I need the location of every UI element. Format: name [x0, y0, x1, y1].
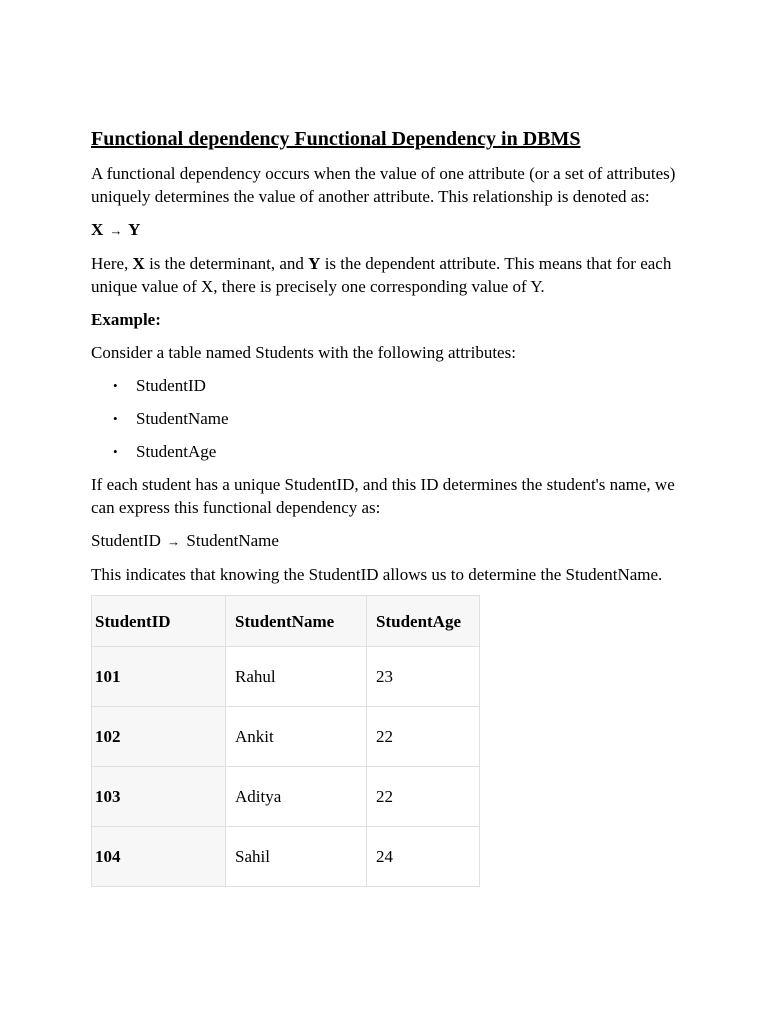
list-item: [91, 407, 681, 430]
attribute-label: StudentAge: [136, 442, 217, 461]
explanation-part2: is the determinant, and: [144, 254, 309, 273]
student-id-cell: 104: [92, 827, 226, 887]
table-row: [92, 767, 480, 827]
student-id-cell: 102: [92, 707, 226, 767]
explanation-paragraph: [91, 252, 681, 298]
arrow-icon: →: [167, 534, 181, 549]
notation-line: [91, 218, 681, 242]
table-row: [92, 827, 480, 887]
table-header-row: [92, 596, 480, 647]
bullet-icon: •: [113, 444, 118, 459]
notation-left: X: [91, 220, 104, 239]
column-header: StudentID: [92, 596, 226, 647]
conclusion-paragraph: This indicates that knowing the StudentID allows us to determine the StudentName.: [91, 565, 663, 584]
student-age-cell: 24: [367, 827, 480, 887]
column-header: StudentAge: [367, 596, 480, 647]
table-row: [92, 647, 480, 707]
document-content: [91, 126, 681, 887]
student-age-cell: 23: [367, 647, 480, 707]
students-table: [91, 595, 480, 887]
student-age-cell: 22: [367, 767, 480, 827]
attribute-label: StudentID: [136, 376, 206, 395]
student-name-cell: Aditya: [226, 767, 367, 827]
student-id-cell: 101: [92, 647, 226, 707]
list-item: [91, 374, 681, 397]
table-row: [92, 707, 480, 767]
example-heading: Example:: [91, 310, 161, 329]
notation-right: Y: [128, 220, 141, 239]
column-header: StudentName: [226, 596, 367, 647]
bullet-icon: •: [113, 378, 118, 393]
dependency-left: StudentID: [91, 531, 161, 550]
dependency-right: StudentName: [186, 531, 279, 550]
student-name-cell: Sahil: [226, 827, 367, 887]
explanation-x: X: [132, 254, 145, 273]
explanation-part3: is the dependent attribute. This means that for each unique value of X, there is precisely one corresponding value of Y.: [91, 254, 672, 296]
bullet-icon: •: [113, 411, 118, 426]
attribute-list: [91, 374, 681, 463]
intro-paragraph: A functional dependency occurs when the value of one attribute (or a set of attributes) uniquely determines the value of another attribute. This relationship is denoted as:: [91, 164, 676, 206]
example-intro: Consider a table named Students with the following attributes:: [91, 343, 516, 362]
attribute-label: StudentName: [136, 409, 229, 428]
arrow-icon: →: [109, 223, 123, 238]
list-item: [91, 440, 681, 463]
student-name-cell: Rahul: [226, 647, 367, 707]
student-id-cell: 103: [92, 767, 226, 827]
dependency-paragraph: If each student has a unique StudentID, and this ID determines the student's name, we can express this functional dependency as:: [91, 475, 675, 517]
dependency-line: [91, 529, 681, 553]
student-age-cell: 22: [367, 707, 480, 767]
student-name-cell: Ankit: [226, 707, 367, 767]
explanation-part1: Here,: [91, 254, 133, 273]
explanation-y: Y: [308, 254, 321, 273]
page-title: Functional dependency Functional Dependency in DBMS: [91, 128, 581, 150]
